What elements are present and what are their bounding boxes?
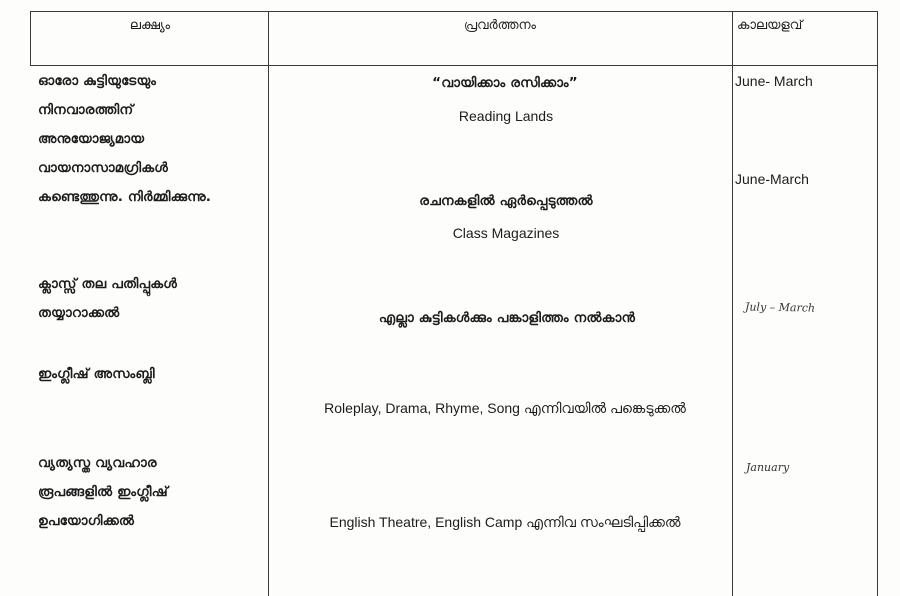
period-2: June-March	[735, 171, 809, 187]
period-1: June- March	[735, 73, 813, 89]
period-3-handwritten: July – March	[744, 300, 816, 315]
table-right-border	[877, 11, 878, 596]
objective-2-line-2: തയ്യാറാക്കൽ	[38, 305, 120, 321]
activity-4-text: Roleplay, Drama, Rhyme, Song എന്നിവയിൽ പങ്കെടുക്കൽ	[324, 400, 686, 416]
objective-1-line-1: ഓരോ കുട്ടിയുടേയും	[38, 73, 157, 89]
activity-2-malayalam: രചനകളിൽ ഏർപ്പെടുത്തൽ	[419, 193, 593, 209]
objective-4-line-3: ഉപയോഗിക്കൽ	[38, 513, 135, 529]
table-top-border	[30, 11, 878, 12]
header-activity: പ്രവർത്തനം	[464, 18, 536, 33]
activity-1-english: Reading Lands	[458, 108, 554, 124]
header-period: കാലയളവ്	[737, 18, 803, 33]
objective-4-line-1: വ്യത്യസ്ത വ്യവഹാര	[38, 455, 157, 471]
objective-2-line-1: ക്ലാസ്സ് തല പതിപ്പുകൾ	[38, 276, 178, 292]
objective-1-line-3: അനുയോജ്യമായ	[38, 131, 145, 147]
period-4-handwritten: January	[746, 461, 790, 474]
activity-3-malayalam: എല്ലാ കുട്ടികൾക്കും പങ്കാളിത്തം നൽകാൻ	[378, 310, 636, 326]
activity-1-malayalam: “വായിക്കാം രസിക്കാം”	[432, 75, 578, 91]
table-left-border	[30, 11, 31, 65]
objective-4-line-2: രൂപങ്ങളിൽ ഇംഗ്ലീഷ്	[38, 484, 168, 500]
header-objective: ലക്ഷ്യം	[129, 18, 171, 33]
column-divider-1	[268, 11, 269, 596]
column-divider-2	[732, 11, 733, 596]
header-bottom-border	[30, 65, 878, 66]
activity-5-text: English Theatre, English Camp എന്നിവ സംഘടിപ്പിക്കൽ	[329, 514, 681, 530]
objective-1-line-2: നിനവാരത്തിന്	[38, 102, 134, 118]
objective-1-line-5: കണ്ടെത്തുന്നു. നിർമ്മിക്കുന്നു.	[38, 189, 212, 205]
objective-1-line-4: വായനാസാമഗ്രികൾ	[38, 160, 169, 176]
activity-2-english: Class Magazines	[452, 225, 560, 241]
objective-3-line-1: ഇംഗ്ലീഷ് അസംബ്ലി	[38, 366, 155, 382]
